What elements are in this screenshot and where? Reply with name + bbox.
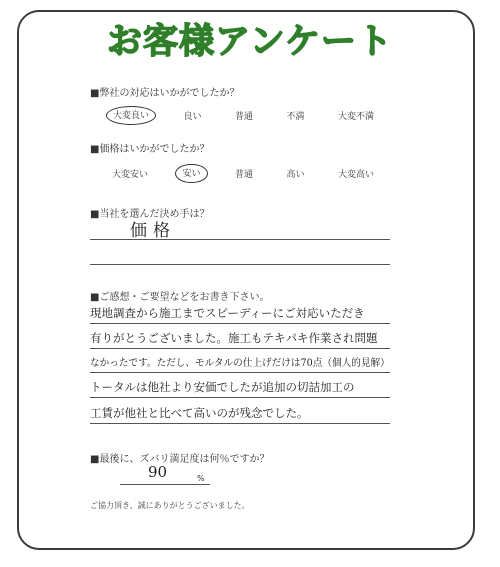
q5-question: ■最後に、ズバリ満足度は何％ですか？ [90, 454, 270, 465]
q5-answer[interactable]: 90 [148, 463, 168, 481]
q4-rule [90, 323, 390, 324]
q4-answer-line[interactable]: 有りがとうございました。施工もテキパキ作業され問題 [90, 331, 378, 345]
q2-option[interactable]: 大変高い [337, 170, 374, 180]
q4-answer-line[interactable]: 現地調査から施工までスピーディーにご対応いただき [90, 306, 365, 320]
q2-question: ■価格はいかがでしたか？ [90, 144, 210, 155]
q3-question: ■当社を選んだ決め手は？ [90, 209, 210, 220]
footer-thanks: ご協力頂き、誠にありがとうございました。 [90, 501, 250, 510]
q4-answer-line[interactable]: なかったです。ただし、モルタルの仕上げだけは70点（個人的見解） [90, 358, 390, 369]
q1-options [108, 108, 378, 123]
q1-option[interactable]: 大変良い [106, 106, 156, 125]
q2-option[interactable]: 安い [175, 164, 207, 183]
q1-option[interactable]: 不満 [286, 112, 305, 122]
survey-title: お客様アンケート [107, 22, 393, 62]
q1-question: ■弊社の対応はいかがでしたか？ [90, 88, 240, 99]
q1-option[interactable]: 普通 [234, 112, 253, 122]
q1-option[interactable]: 大変不満 [337, 112, 374, 122]
q4-rule [90, 397, 390, 398]
q4-rule [90, 372, 390, 373]
q5-unit: % [197, 474, 205, 483]
q3-answer[interactable]: 価格 [130, 221, 176, 241]
q4-rule [90, 348, 390, 349]
q3-answer-line-1 [90, 239, 390, 240]
q2-option[interactable]: 大変安い [112, 170, 149, 180]
q5-answer-line [120, 484, 210, 485]
q3-answer-line-2 [90, 264, 390, 265]
q4-rule [90, 423, 390, 424]
q1-option[interactable]: 良い [183, 112, 202, 122]
q4-answer-line[interactable]: トータルは他社より安価でしたが追加の切詰加工の [90, 380, 355, 394]
q2-options [108, 166, 378, 181]
q2-option[interactable]: 高い [286, 170, 305, 180]
q4-answer-line[interactable]: 工賃が他社と比べて高いのが残念でした。 [90, 406, 309, 420]
q2-option[interactable]: 普通 [234, 170, 253, 180]
survey-card [17, 10, 475, 550]
q4-question: ■ご感想・ご要望などをお書き下さい。 [90, 292, 270, 303]
